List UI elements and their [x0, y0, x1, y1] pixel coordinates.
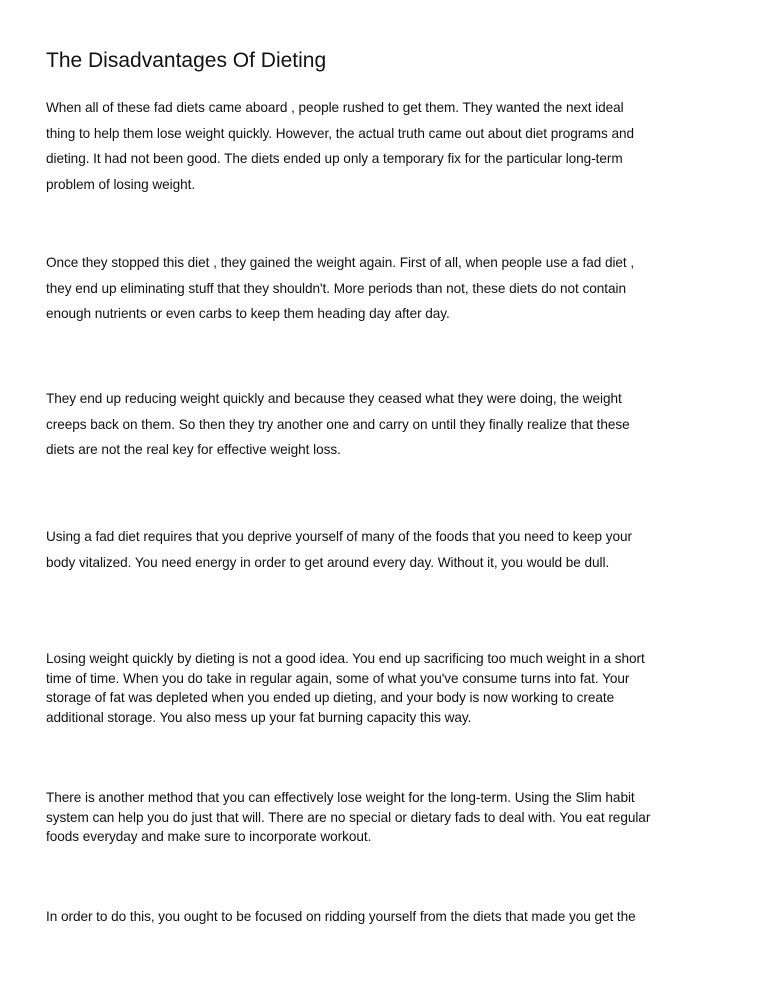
paragraph-line: enough nutrients or even carbs to keep them heading day after day. — [46, 306, 450, 322]
paragraph-line: Using a fad diet requires that you deprive yourself of many of the foods that you need to keep your — [46, 529, 632, 544]
paragraph-line: they end up eliminating stuff that they shouldn't. More periods than not, these diets do not contain — [46, 280, 626, 296]
paragraph-2 — [46, 250, 736, 327]
paragraph-line: Once they stopped this diet , they gained the weight again. First of all, when people use a fad diet , — [46, 255, 635, 270]
paragraph-4 — [46, 524, 736, 575]
paragraph-line: problem of losing weight. — [46, 177, 196, 193]
paragraph-line: Losing weight quickly by dieting is not a good idea. You end up sacrificing too much weight in a short — [46, 651, 645, 666]
paragraph-line: diets are not the real key for effective weight loss. — [46, 442, 341, 458]
paragraph-line: In order to do this, you ought to be focused on ridding yourself from the diets that made you get the — [46, 909, 636, 924]
paragraph-line: storage of fat was depleted when you ended up dieting, and your body is now working to create — [46, 690, 615, 706]
paragraph-line: There is another method that you can effectively lose weight for the long-term. Using the Slim habit — [46, 790, 635, 805]
paragraph-5 — [46, 649, 736, 727]
paragraph-line: creeps back on them. So then they try another one and carry on until they finally realize that these — [46, 416, 630, 432]
page-title: The Disadvantages Of Dieting — [46, 49, 327, 72]
paragraph-line: thing to help them lose weight quickly. However, the actual truth came out about diet programs and — [46, 125, 635, 141]
paragraph-line: dieting. It had not been good. The diets ended up only a temporary fix for the particular long-term — [46, 151, 623, 167]
paragraph-line: system can help you do just that will. There are no special or dietary fads to deal with. You eat regular — [46, 809, 651, 825]
paragraph-line: foods everyday and make sure to incorporate workout. — [46, 829, 372, 845]
paragraph-6 — [46, 788, 736, 847]
paragraph-1 — [46, 95, 736, 198]
paragraph-7 — [46, 904, 736, 930]
paragraph-line: additional storage. You also mess up your fat burning capacity this way. — [46, 709, 472, 725]
paragraph-line: time of time. When you do take in regular again, some of what you've consume turns into fat. Your — [46, 670, 630, 686]
paragraph-line: body vitalized. You need energy in order to get around every day. Without it, you would be dull. — [46, 554, 610, 570]
paragraph-3 — [46, 386, 736, 463]
paragraph-line: They end up reducing weight quickly and because they ceased what they were doing, the weight — [46, 391, 622, 406]
paragraph-line: When all of these fad diets came aboard , people rushed to get them. They wanted the next ideal — [46, 100, 624, 115]
